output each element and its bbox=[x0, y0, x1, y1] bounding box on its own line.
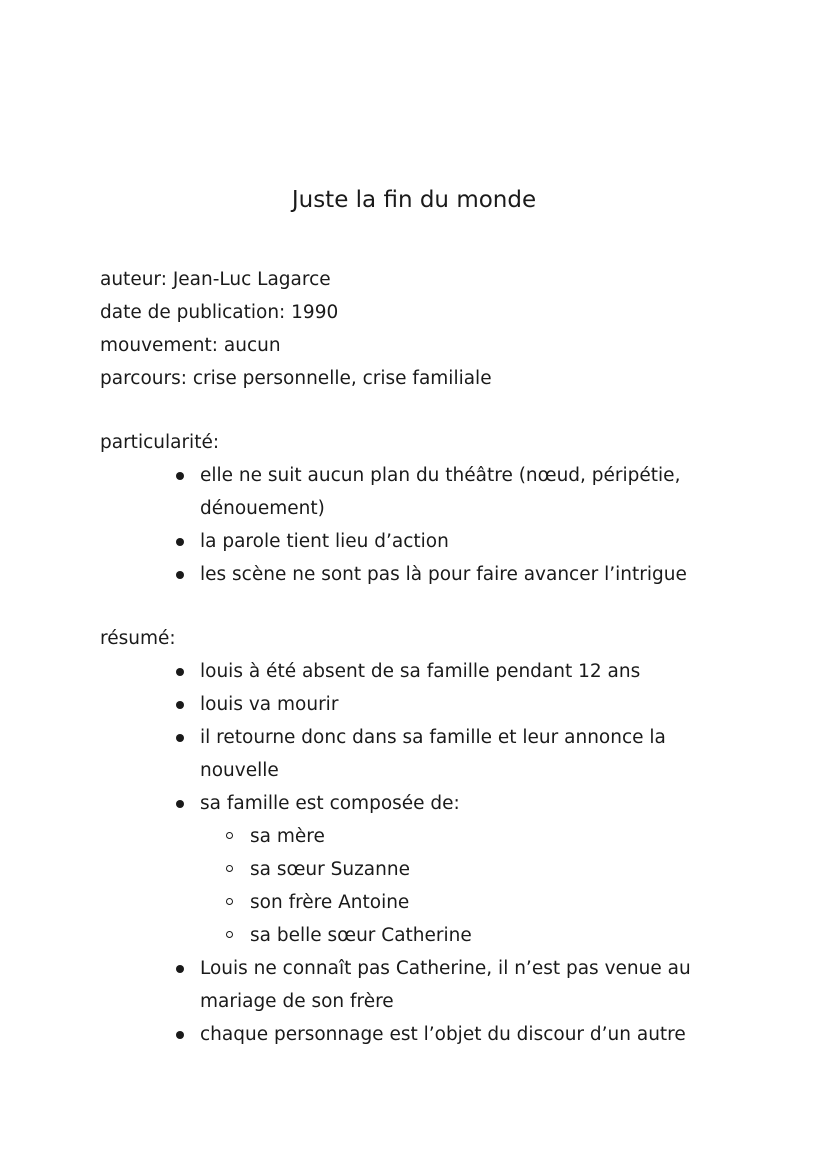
meta-parcours: parcours: crise personnelle, crise familiale bbox=[100, 368, 492, 389]
list-item: il retourne donc dans sa famille et leur annonce la nouvelle bbox=[175, 721, 695, 787]
bullet-icon bbox=[176, 800, 184, 808]
list-item: les scène ne sont pas là pour faire avancer l’intrigue bbox=[175, 558, 695, 591]
meta-movement: mouvement: aucun bbox=[100, 335, 281, 356]
meta-author: auteur: Jean-Luc Lagarce bbox=[100, 269, 331, 290]
hollow-bullet-icon bbox=[226, 931, 233, 938]
list-item: sa famille est composée de: sa mère sa sœur Suzanne son frère Antoine sa belle sœur Catherine bbox=[175, 787, 695, 952]
bullet-icon bbox=[176, 734, 184, 742]
resume-list bbox=[175, 655, 695, 1051]
hollow-bullet-icon bbox=[226, 865, 233, 872]
sub-list-item: son frère Antoine bbox=[225, 886, 695, 919]
bullet-icon bbox=[176, 472, 184, 480]
bullet-icon bbox=[176, 668, 184, 676]
meta-date: date de publication: 1990 bbox=[100, 302, 339, 323]
meta-info bbox=[100, 263, 492, 395]
list-item: chaque personnage est l’objet du discour d’un autre bbox=[175, 1018, 695, 1051]
bullet-icon bbox=[176, 571, 184, 579]
particularite-label: particularité: bbox=[100, 432, 220, 453]
sub-list-item: sa belle sœur Catherine bbox=[225, 919, 695, 952]
document-title: Juste la fin du monde bbox=[291, 187, 537, 213]
list-item: elle ne suit aucun plan du théâtre (nœud, péripétie, dénouement) bbox=[175, 459, 695, 525]
bullet-icon bbox=[176, 701, 184, 709]
resume-label: résumé: bbox=[100, 628, 176, 649]
list-item: louis va mourir bbox=[175, 688, 695, 721]
list-item: la parole tient lieu d’action bbox=[175, 525, 695, 558]
resume-section bbox=[100, 622, 695, 1051]
list-item: Louis ne connaît pas Catherine, il n’est pas venue au mariage de son frère bbox=[175, 952, 695, 1018]
sub-list-item: sa sœur Suzanne bbox=[225, 853, 695, 886]
bullet-icon bbox=[176, 538, 184, 546]
hollow-bullet-icon bbox=[226, 832, 233, 839]
bullet-icon bbox=[176, 1031, 184, 1039]
particularite-section bbox=[100, 426, 695, 591]
hollow-bullet-icon bbox=[226, 898, 233, 905]
sub-list-item: sa mère bbox=[225, 820, 695, 853]
list-item: louis à été absent de sa famille pendant 12 ans bbox=[175, 655, 695, 688]
particularite-list bbox=[175, 459, 695, 591]
bullet-icon bbox=[176, 965, 184, 973]
famille-list bbox=[225, 820, 695, 952]
